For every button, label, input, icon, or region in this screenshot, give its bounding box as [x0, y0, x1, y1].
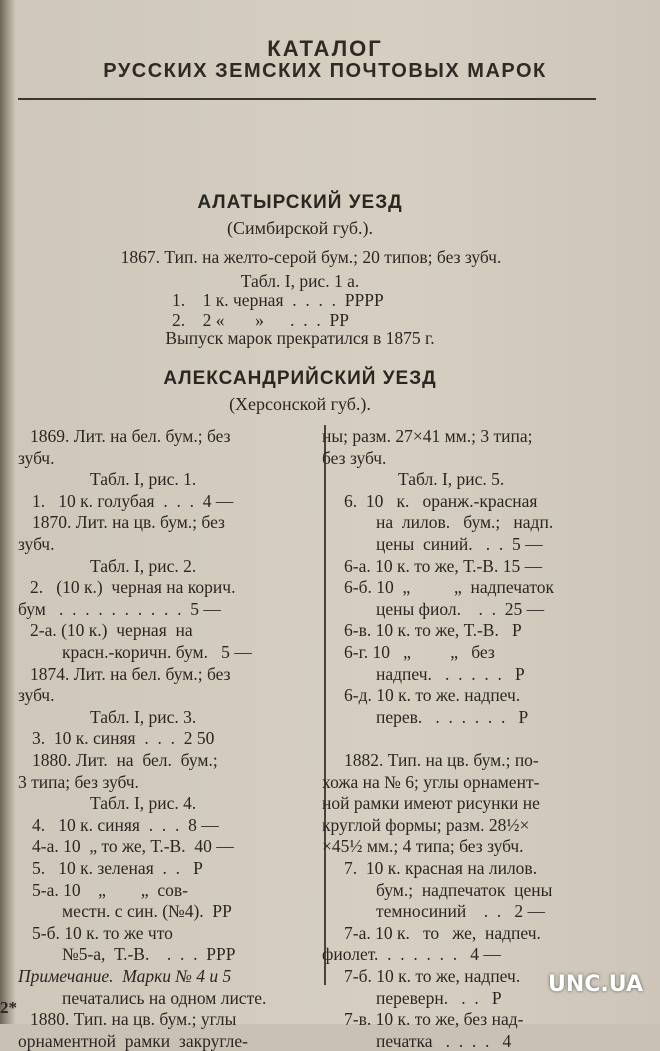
- right-column-line: ×45½ мм.; 4 типа; без зубч.: [322, 836, 524, 856]
- alatyr-line: Табл. I, рис. 1 а.: [240, 271, 360, 291]
- left-column-line: 1870. Лит. на цв. бум.; без: [32, 512, 225, 532]
- left-column-line: 4. 10 к. синяя . . . 8 —: [32, 815, 219, 835]
- left-column-line: зубч.: [18, 685, 55, 705]
- right-column-line: 7-б. 10 к. то же, надпеч.: [344, 966, 521, 986]
- left-column-line: зубч.: [18, 448, 55, 468]
- alatyr-line: Выпуск марок прекратился в 1875 г.: [165, 328, 435, 348]
- left-column-line: орнаментной рамки закругле-: [18, 1031, 248, 1051]
- left-column-line: 1. 10 к. голубая . . . 4 —: [32, 491, 234, 511]
- left-column-line: 5. 10 к. зеленая . . Р: [32, 858, 203, 878]
- section-subheading-aleksandria: (Херсонской губ.).: [229, 394, 371, 414]
- right-column-line: хожа на № 6; углы орнамент-: [322, 772, 540, 792]
- left-column-line: Табл. I, рис. 1.: [90, 469, 197, 489]
- right-column-line: без зубч.: [322, 448, 387, 468]
- left-column-line: бум . . . . . . . . . . 5 —: [18, 599, 221, 619]
- right-column-line: надпеч. . . . . . Р: [376, 664, 525, 684]
- left-column-line: зубч.: [18, 534, 55, 554]
- right-column-line: темносиний . . 2 —: [376, 901, 546, 921]
- catalog-subtitle: РУССКИХ ЗЕМСКИХ ПОЧТОВЫХ МАРОК: [103, 60, 547, 82]
- section-heading-aleksandria: АЛЕКСАНДРИЙСКИЙ УЕЗД: [163, 368, 437, 389]
- right-column-line: 1882. Тип. на цв. бум.; по-: [344, 750, 539, 770]
- right-column-line: 6-б. 10 „ „ надпечаток: [344, 577, 555, 597]
- left-column-line: 5-а. 10 „ „ сов-: [32, 880, 188, 900]
- left-column-line: местн. с син. (№4). РР: [62, 901, 232, 921]
- right-column-line: 6-д. 10 к. то же. надпеч.: [344, 685, 521, 705]
- right-column-line: 6. 10 к. оранж.-красная: [344, 491, 538, 511]
- section-heading-alatyr: АЛАТЫРСКИЙ УЕЗД: [197, 192, 403, 213]
- alatyr-line: 1867. Тип. на желто-серой бум.; 20 типов; без зубч.: [120, 247, 502, 267]
- left-column-line: 2-а. (10 к.) черная на: [30, 620, 193, 640]
- alatyr-line: 1. 1 к. черная . . . . РРРР: [172, 290, 384, 310]
- watermark-text: UNC.UA: [548, 972, 643, 997]
- right-column-line: ной рамки имеют рисунки не: [322, 793, 540, 813]
- left-column-line: 1880. Лит. на бел. бум.;: [32, 750, 218, 770]
- page-number: 2*: [0, 998, 17, 1017]
- right-column-line: печатка . . . . 4: [376, 1031, 512, 1051]
- left-column-line: 1874. Лит. на бел. бум.; без: [30, 664, 231, 684]
- left-column-line: красн.-коричн. бум. 5 —: [62, 642, 252, 662]
- alatyr-line: 2. 2 « » . . . РР: [172, 310, 349, 330]
- section-subheading-alatyr: (Симбирской губ.).: [226, 218, 374, 238]
- right-column-line: перев. . . . . . . Р: [376, 707, 529, 727]
- right-column-line: цены фиол. . . 25 —: [376, 599, 545, 619]
- left-column-line: Табл. I, рис. 3.: [90, 707, 197, 727]
- right-column-line: переверн. . . Р: [376, 988, 502, 1008]
- left-column-line: 1880. Тип. на цв. бум.; углы: [30, 1009, 237, 1029]
- left-column-line: Примечание. Марки № 4 и 5: [18, 966, 232, 986]
- left-column-line: 2. (10 к.) черная на корич.: [30, 577, 236, 597]
- right-column-line: 7-в. 10 к. то же, без над-: [344, 1009, 524, 1029]
- right-column-line: 7. 10 к. красная на лилов.: [344, 858, 538, 878]
- left-column-line: 3 типа; без зубч.: [18, 772, 139, 792]
- right-column-line: Табл. I, рис. 5.: [398, 469, 505, 489]
- header-rule: [18, 98, 596, 100]
- left-column-line: 1869. Лит. на бел. бум.; без: [30, 426, 231, 446]
- right-column-line: 6-а. 10 к. то же, Т.-В. 15 —: [344, 556, 543, 576]
- right-column-line: ны; разм. 27×41 мм.; 3 типа;: [322, 426, 533, 446]
- right-column-line: на лилов. бум.; надп.: [376, 512, 554, 532]
- left-column-line: №5-а, Т.-В. . . . РРР: [62, 944, 236, 964]
- left-column-line: Табл. I, рис. 2.: [90, 556, 197, 576]
- left-column-line: 4-а. 10 „ то же, Т.-В. 40 —: [32, 836, 234, 856]
- left-column-line: Табл. I, рис. 4.: [90, 793, 197, 813]
- right-column-line: цены синий. . . 5 —: [376, 534, 543, 554]
- right-column-line: 6-в. 10 к. то же, Т.-В. Р: [344, 620, 522, 640]
- left-column-line: печатались на одном листе.: [62, 988, 267, 1008]
- right-column-line: бум.; надпечаток цены: [376, 880, 553, 900]
- left-column-line: 3. 10 к. синяя . . . 2 50: [32, 728, 215, 748]
- right-column-line: 6-г. 10 „ „ без: [344, 642, 495, 662]
- right-column-line: круглой формы; разм. 28½×: [322, 815, 530, 835]
- column-divider: [324, 425, 326, 985]
- right-column-line: фиолет. . . . . . . 4 —: [322, 944, 501, 964]
- left-column-line: 5-б. 10 к. то же что: [32, 923, 173, 943]
- catalog-title: КАТАЛОГ: [267, 36, 383, 61]
- right-column-line: 7-а. 10 к. то же, надпеч.: [344, 923, 541, 943]
